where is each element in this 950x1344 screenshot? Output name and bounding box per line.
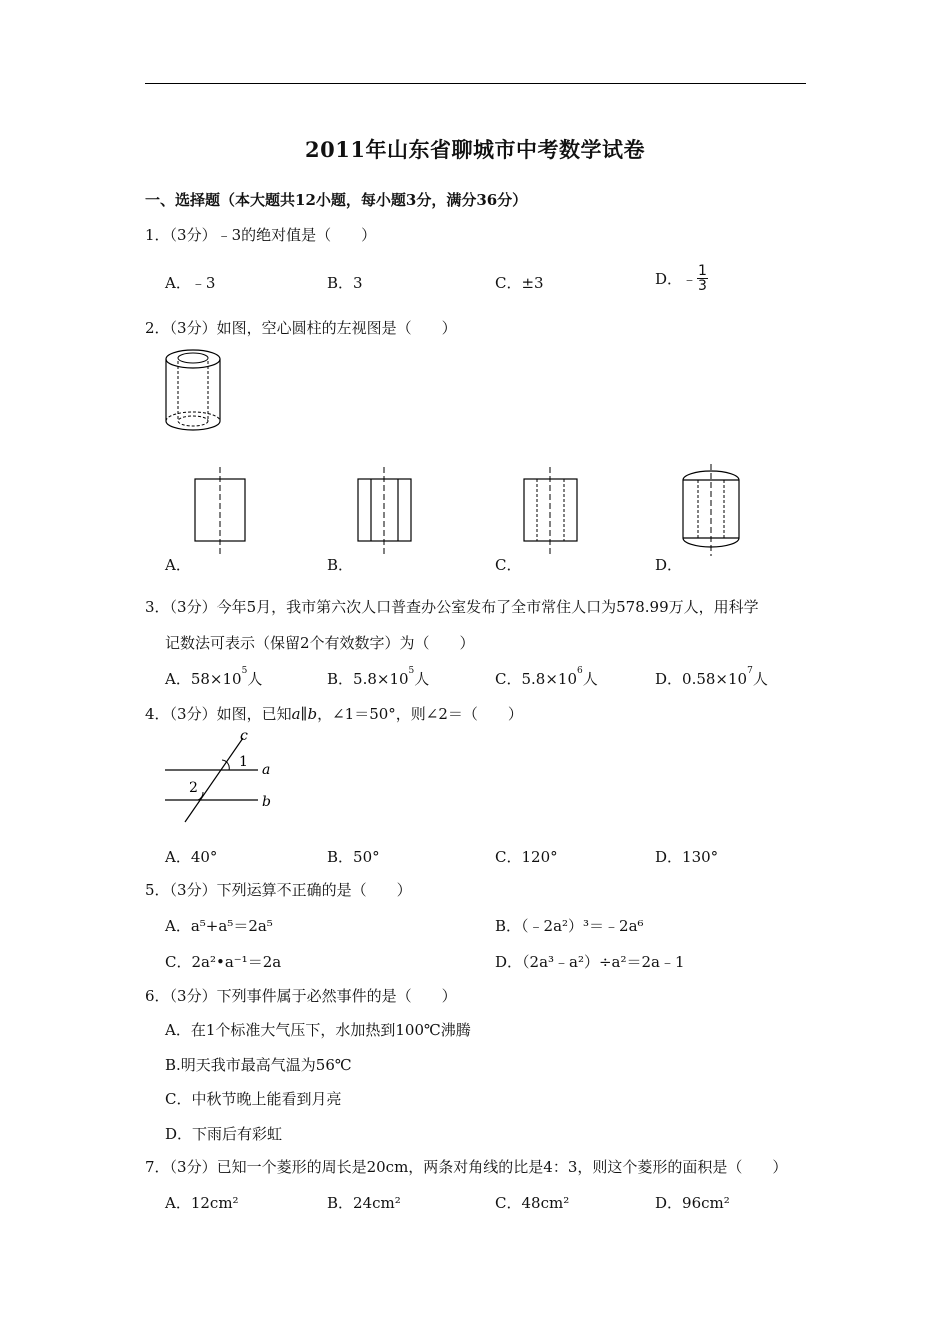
- q7-stem: 7．（3分）已知一个菱形的周长是20cm，两条对角线的比是4：3，则这个菱形的面积是（ ）: [145, 1158, 788, 1176]
- q3-c-unit: 人: [582, 670, 598, 688]
- q3-option-c: [495, 668, 598, 689]
- label-angle-1: 1: [239, 754, 248, 770]
- q3-option-a: [165, 668, 262, 689]
- q7-option-c: C．48cm²: [495, 1194, 570, 1212]
- q3-b-base: B．5.8×10: [327, 670, 409, 688]
- q3-option-b: [327, 668, 429, 689]
- q3-d-exp: 7: [747, 666, 753, 676]
- q5-stem: 5．（3分）下列运算不正确的是（ ）: [145, 881, 412, 899]
- q6-option-b: B.明天我市最高气温为56℃: [165, 1056, 352, 1074]
- q5-option-a: A．a⁵+a⁵＝2a⁵: [165, 917, 273, 935]
- q4-stem-pre: 4．（3分）如图，已知: [145, 705, 292, 723]
- q4-option-d: D．130°: [655, 848, 719, 866]
- q7-option-b: B．24cm²: [327, 1194, 401, 1212]
- q5-option-b: B．（﹣2a²）³＝﹣2a⁶: [495, 917, 644, 935]
- q3-a-exp: 5: [241, 666, 248, 676]
- q3-b-exp: 5: [408, 666, 415, 676]
- q5-option-c: C．2a²•a⁻¹＝2a: [165, 953, 282, 971]
- q6-option-a: A．在1个标准大气压下，水加热到100℃沸腾: [165, 1021, 471, 1039]
- q4-stem-var: a∥b: [291, 705, 318, 723]
- q1-option-b: B．3: [327, 274, 363, 292]
- label-b: b: [262, 794, 271, 810]
- q3-c-exp: 6: [577, 666, 583, 676]
- q2-option-a: A．: [165, 556, 191, 574]
- q6-stem: 6．（3分）下列事件属于必然事件的是（ ）: [145, 987, 457, 1005]
- q3-b-unit: 人: [414, 670, 430, 688]
- q5-option-d: D．（2a³﹣a²）÷a²＝2a﹣1: [495, 953, 685, 971]
- q1-option-c: C．±3: [495, 274, 544, 292]
- q1-fraction: [697, 264, 708, 293]
- parallel-lines-figure: [163, 730, 283, 826]
- q1-option-d-label: D．﹣: [655, 270, 698, 288]
- q1-option-a: A．﹣3: [165, 274, 216, 292]
- q2-option-b: B．: [327, 556, 354, 574]
- q4-stem: [145, 703, 523, 724]
- q2-option-b-figure: [353, 462, 417, 562]
- q3-c-base: C．5.8×10: [495, 670, 577, 688]
- header-rule: [145, 83, 806, 84]
- q6-option-c: C．中秋节晚上能看到月亮: [165, 1090, 342, 1108]
- q2-option-c-figure: [519, 462, 583, 562]
- label-a: a: [262, 762, 271, 778]
- q2-option-d-figure: [678, 462, 744, 562]
- q3-a-base: A．58×10: [165, 670, 242, 688]
- hollow-cylinder-figure: [160, 345, 230, 437]
- q1-option-d: [655, 264, 708, 293]
- q2-option-d: D．: [655, 556, 683, 574]
- q1-stem: 1．（3分）﹣3的绝对值是（ ）: [145, 226, 377, 244]
- q4-stem-post: ，∠1＝50°，则∠2＝（ ）: [317, 705, 523, 723]
- q4-option-c: C．120°: [495, 848, 558, 866]
- q1-fraction-den: 3: [698, 278, 707, 294]
- q3-stem-line1: 3．（3分）今年5月，我市第六次人口普查办公室发布了全市常住人口为578.99万人，用科学: [145, 598, 759, 616]
- page-title: 2011年山东省聊城市中考数学试卷: [305, 137, 645, 162]
- q3-a-unit: 人: [247, 670, 263, 688]
- q2-stem: 2．（3分）如图，空心圆柱的左视图是（ ）: [145, 319, 457, 337]
- q6-option-d: D．下雨后有彩虹: [165, 1125, 283, 1143]
- q1-fraction-num: 1: [698, 263, 707, 279]
- q3-d-unit: 人: [752, 670, 768, 688]
- q3-d-base: D．0.58×10: [655, 670, 748, 688]
- label-c: c: [240, 728, 248, 744]
- q3-option-d: [655, 668, 768, 689]
- label-angle-2: 2: [189, 780, 198, 796]
- q2-option-a-figure: [190, 462, 250, 562]
- q7-option-d: D．96cm²: [655, 1194, 730, 1212]
- q4-option-b: B．50°: [327, 848, 380, 866]
- q2-option-c: C．: [495, 556, 522, 574]
- q7-option-a: A．12cm²: [165, 1194, 239, 1212]
- q4-option-a: A．40°: [165, 848, 218, 866]
- section-heading: 一、选择题（本大题共12小题，每小题3分，满分36分）: [145, 191, 528, 209]
- q3-stem-line2: 记数法可表示（保留2个有效数字）为（ ）: [165, 634, 475, 652]
